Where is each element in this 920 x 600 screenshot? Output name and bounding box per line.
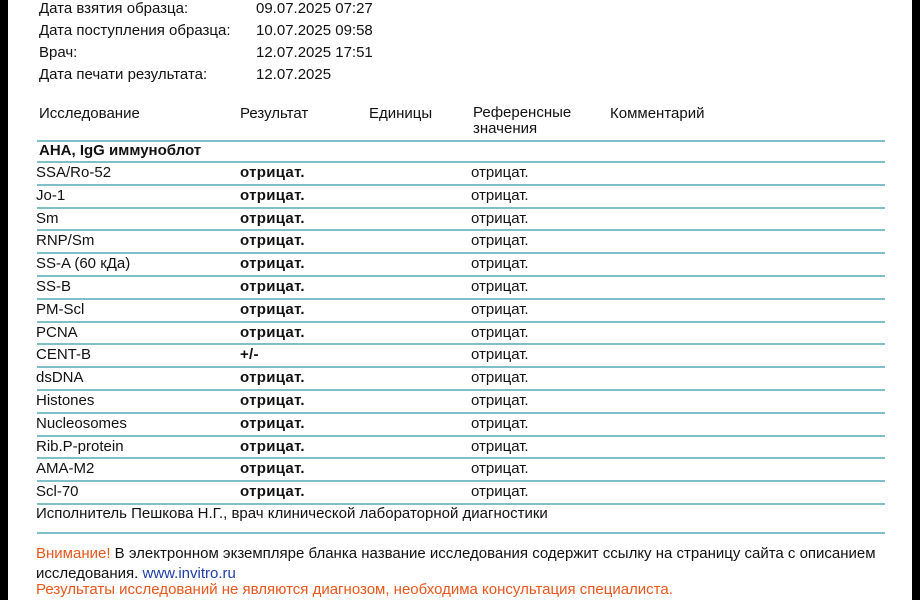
header-units: Единицы (369, 105, 433, 122)
result-cell: отрицат. (240, 186, 305, 204)
result-cell: отрицат. (240, 414, 305, 432)
study-name-cell: dsDNA (36, 369, 84, 387)
reference-cell: отрицат. (471, 186, 529, 204)
table-row (8, 229, 912, 252)
row-divider (37, 480, 885, 482)
row-divider (37, 298, 885, 300)
result-cell: отрицат. (240, 278, 305, 295)
meta-label: Дата поступления образца: (39, 22, 231, 39)
table-row (8, 389, 912, 412)
result-cell: отрицат. (240, 300, 305, 318)
study-name-cell: SSA/Ro-52 (36, 164, 112, 181)
table-row (8, 321, 912, 344)
header-result: Результат (240, 105, 309, 122)
table-row (8, 480, 912, 503)
study-name-cell: PCNA (36, 323, 78, 341)
reference-cell: отрицат. (471, 437, 529, 455)
reference-cell: отрицат. (471, 278, 529, 295)
row-divider (37, 457, 885, 459)
meta-label: Врач: (39, 44, 78, 61)
table-row (8, 412, 912, 435)
table-row (8, 161, 912, 184)
footer-divider (37, 532, 885, 534)
reference-cell: отрицат. (471, 414, 529, 432)
study-name-cell: SS-A (60 кДа) (36, 255, 131, 273)
lab-report-sheet (8, 0, 912, 600)
result-cell: отрицат. (240, 460, 305, 478)
table-row (8, 343, 912, 366)
reference-cell: отрицат. (471, 300, 529, 318)
result-cell: отрицат. (240, 483, 305, 501)
result-cell: отрицат. (240, 209, 305, 227)
reference-cell: отрицат. (471, 164, 529, 181)
row-divider (37, 321, 885, 323)
study-name-cell: Histones (36, 392, 95, 409)
result-cell: +/- (240, 346, 259, 364)
study-name-cell: Jo-1 (36, 186, 66, 204)
meta-label: Дата печати результата: (39, 66, 208, 83)
result-cell: отрицат. (240, 369, 305, 387)
header-reference-values (473, 105, 571, 137)
reference-cell: отрицат. (471, 323, 529, 341)
study-name-cell: CENT-B (36, 346, 92, 364)
result-cell: отрицат. (240, 392, 305, 409)
study-name-cell: Rib.P-protein (36, 437, 124, 455)
result-cell: отрицат. (240, 437, 305, 455)
study-name-cell: Nucleosomes (36, 414, 127, 432)
row-divider (37, 435, 885, 437)
invitro-link[interactable]: www.invitro.ru (142, 565, 236, 582)
header-study: Исследование (39, 105, 140, 122)
reference-cell: отрицат. (471, 460, 529, 478)
row-divider (37, 207, 885, 209)
table-row (8, 298, 912, 321)
executor-line: Исполнитель Пешкова Н.Г., врач клинической лабораторной диагностики (36, 505, 548, 522)
row-divider (37, 412, 885, 414)
table-row (8, 457, 912, 480)
row-divider (37, 366, 885, 368)
meta-label: Дата взятия образца: (39, 0, 189, 17)
reference-cell: отрицат. (471, 209, 529, 227)
reference-cell: отрицат. (471, 392, 529, 409)
disclaimer: Результаты исследований не являются диагнозом, необходима консультация специалиста. (36, 581, 673, 598)
notice-text: В электронном экземпляре бланка название исследования содержит ссылку на страницу сайта с описанием исследования. (36, 545, 876, 582)
table-row (8, 435, 912, 458)
study-name-cell: SS-B (36, 278, 72, 295)
study-name-cell: PM-Scl (36, 300, 85, 318)
study-name-cell: RNP/Sm (36, 232, 95, 250)
study-name-cell: Scl-70 (36, 483, 79, 501)
result-cell: отрицат. (240, 323, 305, 341)
study-name-cell: AMA-M2 (36, 460, 95, 478)
header-comment: Комментарий (610, 105, 705, 122)
header-refs-line2: значения (473, 120, 538, 137)
row-divider (37, 275, 885, 277)
reference-cell: отрицат. (471, 483, 529, 501)
row-divider (37, 252, 885, 254)
row-divider (37, 184, 885, 186)
table-row (8, 252, 912, 275)
reference-cell: отрицат. (471, 232, 529, 250)
notice-warning: Внимание! (36, 545, 111, 562)
table-row (8, 207, 912, 230)
row-divider (37, 229, 885, 231)
reference-cell: отрицат. (471, 346, 529, 364)
table-row (8, 366, 912, 389)
row-divider (37, 343, 885, 345)
result-cell: отрицат. (240, 232, 305, 250)
result-cell: отрицат. (240, 255, 305, 273)
study-name-cell: Sm (36, 209, 59, 227)
reference-cell: отрицат. (471, 369, 529, 387)
meta-value: 10.07.2025 09:58 (256, 22, 373, 39)
header-refs-line1: Референсные (473, 104, 572, 121)
table-row (8, 275, 912, 298)
meta-value: 12.07.2025 (256, 66, 332, 83)
group-title: АНА, IgG иммуноблот (39, 142, 202, 159)
notice-block (36, 544, 896, 584)
reference-cell: отрицат. (471, 255, 529, 273)
meta-value: 09.07.2025 07:27 (256, 0, 373, 17)
table-row (8, 184, 912, 207)
row-divider (37, 161, 885, 163)
result-cell: отрицат. (240, 164, 305, 181)
meta-value: 12.07.2025 17:51 (256, 44, 373, 61)
row-divider (37, 389, 885, 391)
